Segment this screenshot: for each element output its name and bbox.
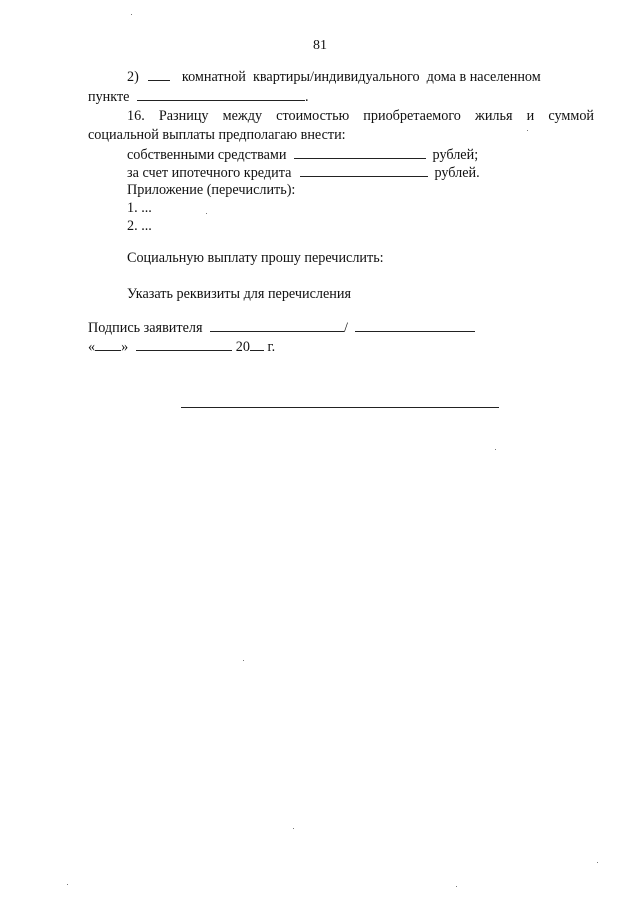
mortgage-blank[interactable] xyxy=(300,163,428,177)
mortgage-row xyxy=(127,163,480,182)
scan-speck xyxy=(456,886,457,887)
scan-speck xyxy=(597,862,598,863)
date-row xyxy=(88,337,275,356)
closing-rule xyxy=(181,407,499,408)
scan-speck xyxy=(206,213,207,214)
own-funds-row xyxy=(127,145,478,164)
item-2-line-1 xyxy=(127,67,594,86)
item-16-line-2: социальной выплаты предполагаю внести: xyxy=(88,127,346,143)
date-close-quote: » xyxy=(121,339,129,355)
signature-label: Подпись заявителя xyxy=(88,320,203,336)
signature-separator: / xyxy=(344,320,348,336)
item-2-prefix: 2) xyxy=(127,69,139,85)
item-2-text: комнатной квартиры/индивидуального дома в населенном xyxy=(181,69,541,85)
transfer-request: Социальную выплату прошу перечислить: xyxy=(127,250,384,266)
scan-speck xyxy=(527,130,528,131)
attachment-item-1: 1. ... xyxy=(127,200,152,216)
own-funds-label: собственными средствами xyxy=(127,147,287,163)
year-prefix: 20 xyxy=(235,339,250,355)
item-2-locality-label: пункте xyxy=(88,89,130,105)
signature-blank[interactable] xyxy=(210,318,344,332)
requisites-label: Указать реквизиты для перечисления xyxy=(127,286,351,302)
day-blank[interactable] xyxy=(95,337,121,351)
item-2-period: . xyxy=(305,89,309,105)
own-funds-blank[interactable] xyxy=(294,145,426,159)
scan-speck xyxy=(67,884,68,885)
name-blank[interactable] xyxy=(355,318,475,332)
date-open-quote: « xyxy=(88,339,96,355)
signature-row xyxy=(88,318,475,337)
page-number: 81 xyxy=(313,38,327,53)
year-blank[interactable] xyxy=(250,337,264,351)
item-16-line-1: 16. Разницу между стоимостью приобретаемого жилья и суммой xyxy=(127,108,594,124)
attachment-item-2: 2. ... xyxy=(127,218,152,234)
rooms-count-blank[interactable] xyxy=(148,67,170,81)
scan-speck xyxy=(293,828,294,829)
locality-blank[interactable] xyxy=(137,87,305,101)
mortgage-label: за счет ипотечного кредита xyxy=(127,165,292,181)
month-blank[interactable] xyxy=(136,337,232,351)
scan-speck xyxy=(243,660,244,661)
mortgage-unit: рублей. xyxy=(434,165,480,181)
item-2-line-2 xyxy=(88,87,309,106)
attachment-label: Приложение (перечислить): xyxy=(127,182,296,198)
scan-speck xyxy=(495,449,496,450)
scan-speck xyxy=(131,14,132,15)
year-suffix: г. xyxy=(267,339,276,355)
own-funds-unit: рублей; xyxy=(432,147,479,163)
